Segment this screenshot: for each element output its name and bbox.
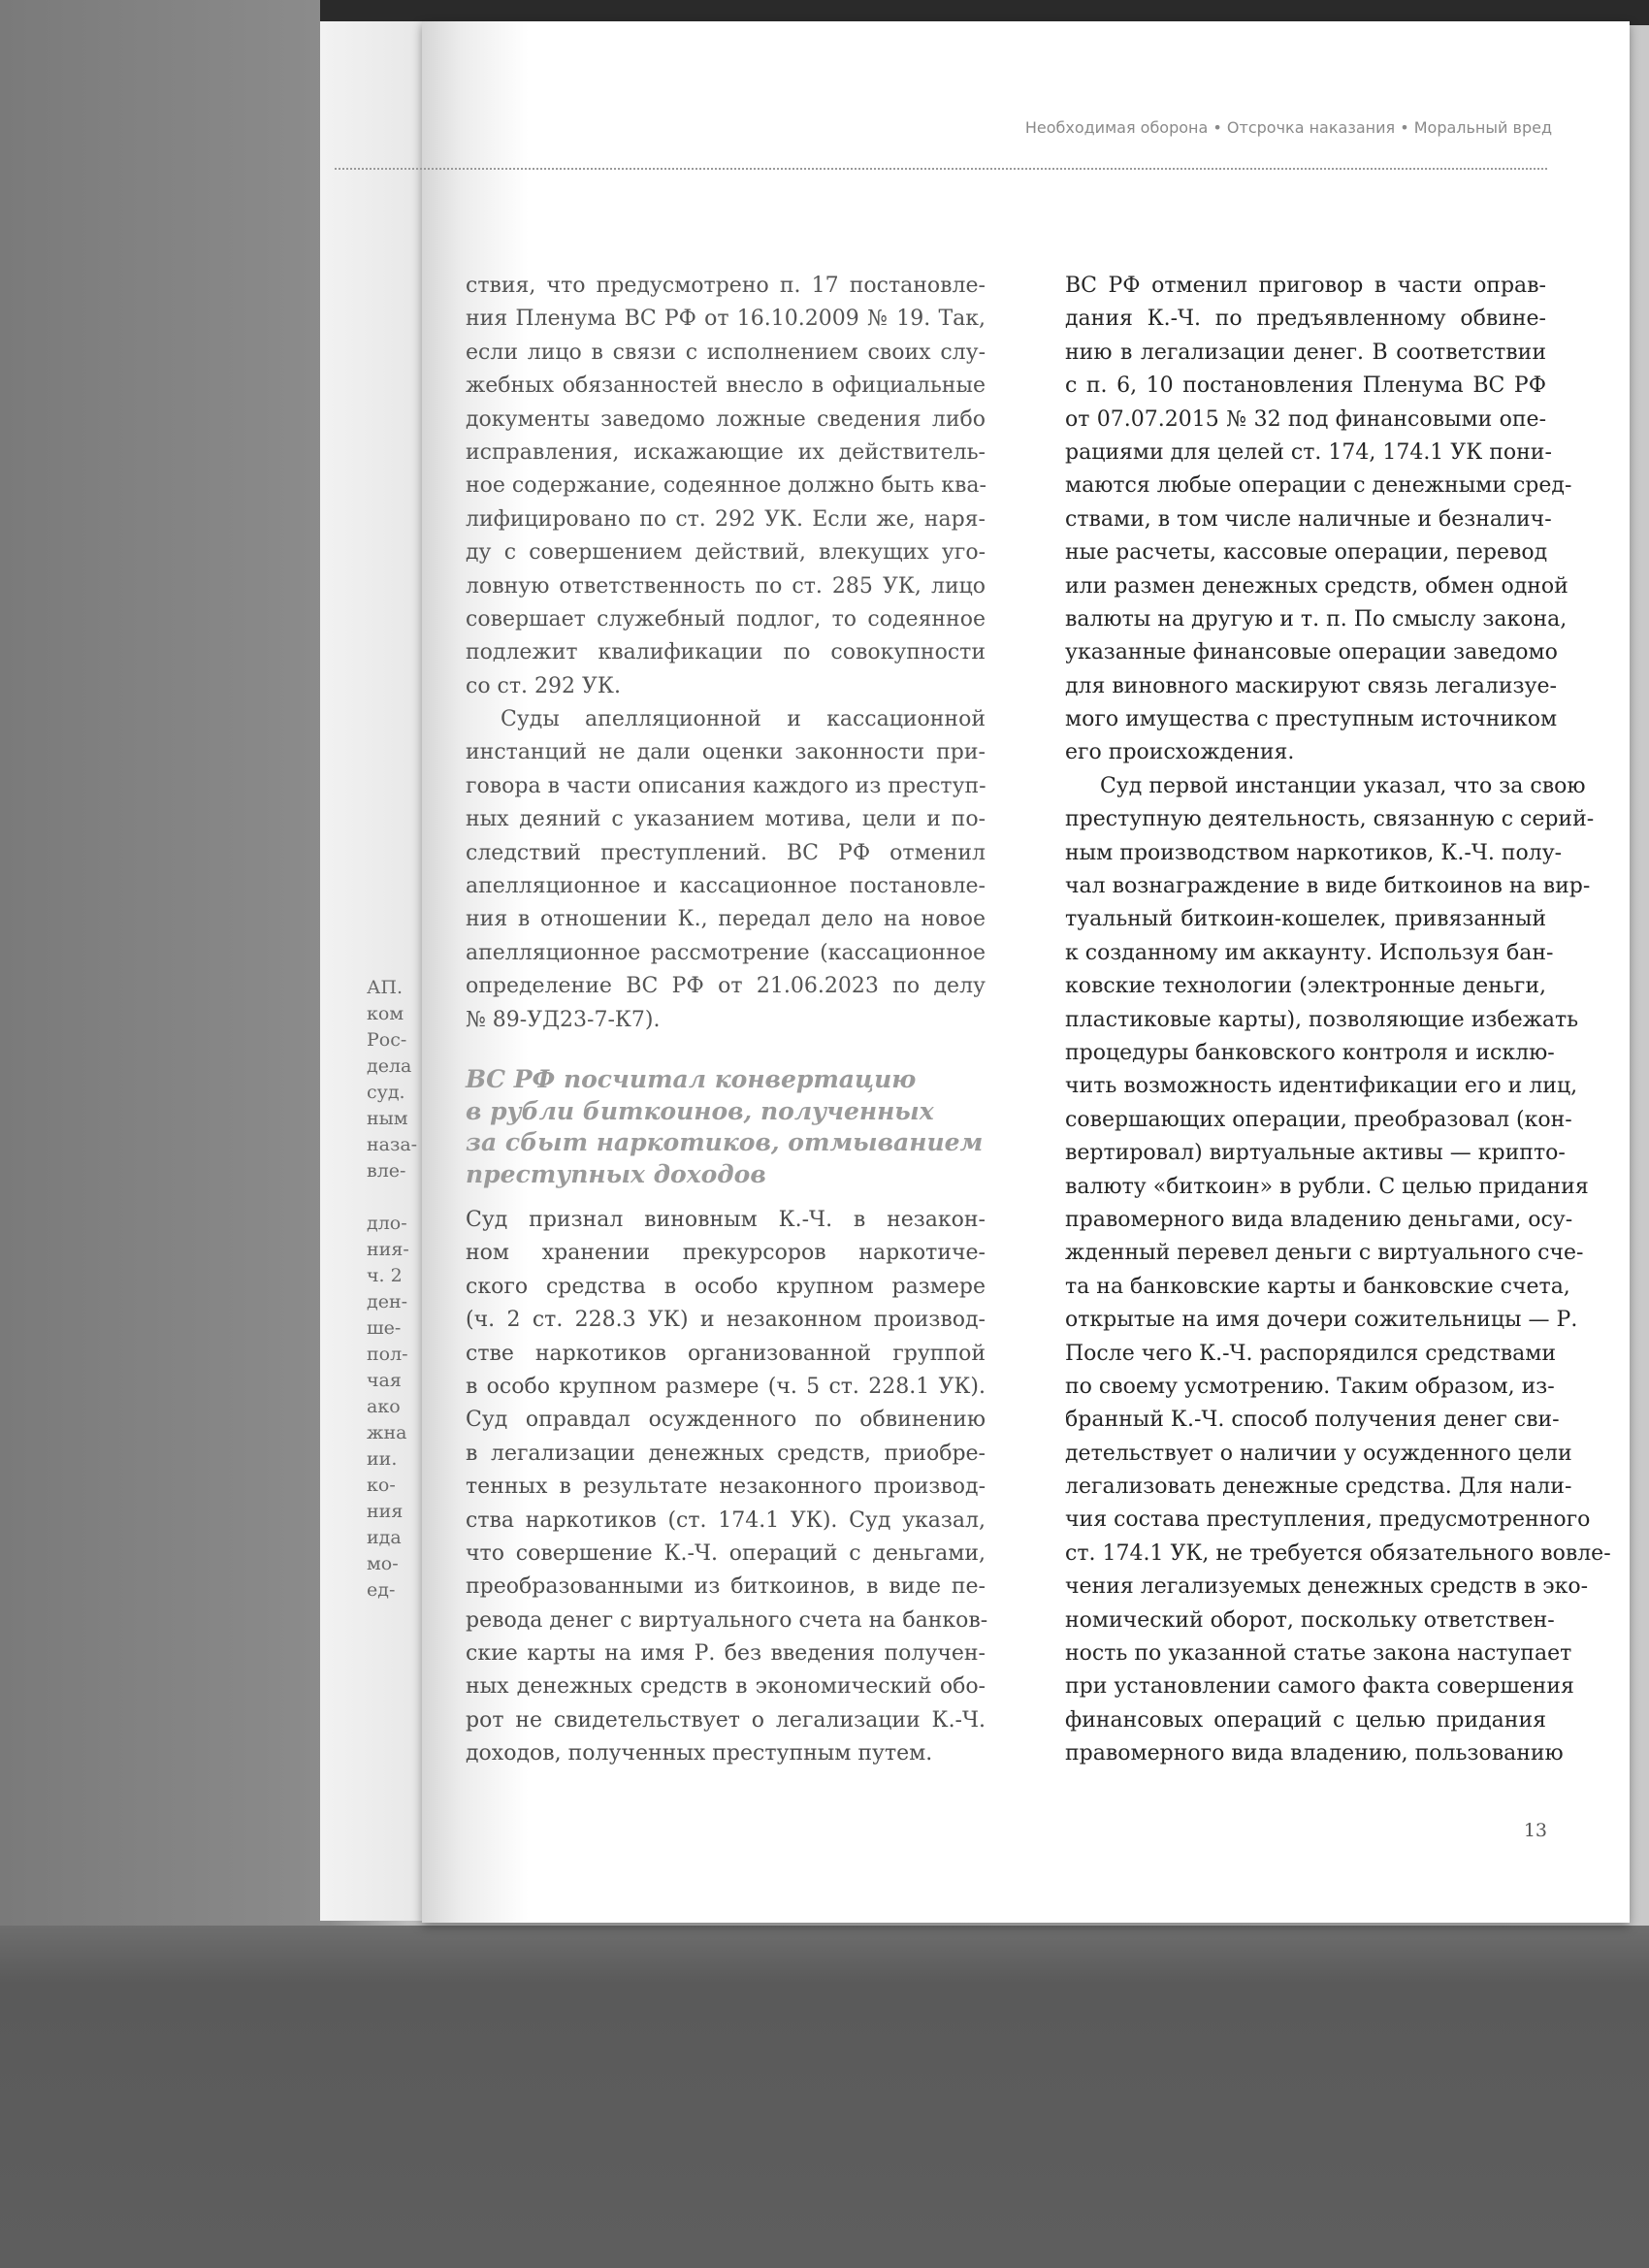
previous-page-fragment: ден-: [367, 1291, 408, 1312]
paragraph-line: к созданному им аккаунту. Используя бан-: [1065, 940, 1554, 965]
previous-page-fragment: ным: [367, 1108, 408, 1129]
section-heading-line: в рубли биткоинов, полученных: [466, 1096, 934, 1125]
paragraph-line: чия состава преступления, предусмотренного: [1065, 1507, 1591, 1533]
paragraph-line: ВС РФ отменил приговор в части оправ-: [1065, 274, 1546, 298]
paragraph-line: чить возможность идентификации его и лиц,: [1065, 1074, 1578, 1099]
previous-page-fragment: дела: [367, 1055, 412, 1077]
paragraph-line: ловную ответственность по ст. 285 УК, лицо: [466, 573, 986, 599]
paragraph-line: по своему усмотрению. Таким образом, из-: [1065, 1374, 1555, 1399]
paragraph-line: инстанций не дали оценки законности при-: [466, 740, 986, 765]
paragraph-line: ского средства в особо крупном размере: [466, 1274, 986, 1299]
previous-page-fragment: ч. 2: [367, 1265, 403, 1286]
paragraph-line: ное содержание, содеянное должно быть ква-: [466, 473, 986, 499]
previous-page-fragment: чая: [367, 1370, 402, 1391]
previous-page-fragment: жна: [367, 1422, 407, 1443]
paragraph-line: ные расчеты, кассовые операции, перевод: [1065, 540, 1548, 566]
paragraph-line: преобразованными из биткоинов, в виде пе-: [466, 1574, 986, 1600]
paragraph-line: в легализации денежных средств, приобре-: [466, 1441, 986, 1466]
paragraph-line: Суд оправдал осужденного по обвинению: [466, 1408, 986, 1433]
paragraph-line: совершает служебный подлог, то содеянное: [466, 606, 986, 632]
paragraph-line: или размен денежных средств, обмен одной: [1065, 573, 1568, 599]
paragraph-line: номический оборот, поскольку ответствен-: [1065, 1607, 1555, 1633]
previous-page-fragment: вле-: [367, 1160, 406, 1182]
previous-page-fragment: ако: [367, 1396, 401, 1417]
paragraph-line: туальный биткоин-кошелек, привязанный: [1065, 907, 1546, 932]
paragraph-line: № 89-УД23-7-К7).: [466, 1007, 661, 1032]
paragraph-line: финансовых операций с целью придания: [1065, 1707, 1546, 1733]
paragraph-line: Суд первой инстанции указал, что за свою: [1100, 773, 1586, 798]
paragraph-line: ства наркотиков (ст. 174.1 УК). Суд указал,: [466, 1507, 986, 1533]
paragraph-line: ствия, что предусмотрено п. 17 постановле-: [466, 274, 986, 298]
paragraph-line: лифицировано по ст. 292 УК. Если же, наря-: [466, 506, 986, 532]
paragraph-line: с п. 6, 10 постановления Пленума ВС РФ: [1065, 373, 1546, 399]
paragraph-line: ковские технологии (электронные деньги,: [1065, 974, 1546, 999]
paragraph-line: валюты на другую и т. п. По смыслу закона,: [1065, 606, 1568, 632]
paragraph-line: говора в части описания каждого из преступ-: [466, 773, 986, 798]
paragraph-line: та на банковские карты и банковские счета,: [1065, 1274, 1570, 1299]
paragraph-line: ном хранении прекурсоров наркотиче-: [466, 1241, 986, 1266]
paragraph-line: Суд признал виновным К.-Ч. в незакон-: [466, 1208, 986, 1232]
paragraph-line: вертировал) виртуальные активы — крипто-: [1065, 1141, 1566, 1166]
paragraph-line: апелляционное и кассационное постановле-: [466, 874, 986, 899]
previous-page-fragment: ед-: [367, 1579, 396, 1601]
paragraph-line: определение ВС РФ от 21.06.2023 по делу: [466, 974, 986, 999]
paragraph-line: ствами, в том числе наличные и безналич-: [1065, 506, 1552, 532]
paragraph-line: нию в легализации денег. В соответствии: [1065, 340, 1546, 365]
previous-page-fragment: суд.: [367, 1082, 405, 1103]
paragraph-line: После чего К.-Ч. распорядился средствами: [1065, 1341, 1557, 1366]
paragraph-line: доходов, полученных преступным путем.: [466, 1741, 933, 1766]
paragraph-line: маются любые операции с денежными сред-: [1065, 473, 1572, 499]
paragraph-line: правомерного вида владению, пользованию: [1065, 1741, 1564, 1766]
paragraph-line: в особо крупном размере (ч. 5 ст. 228.1 УК).: [466, 1374, 986, 1399]
paragraph-line: ния Пленума ВС РФ от 16.10.2009 № 19. Так,: [466, 307, 986, 332]
right-column: [1065, 270, 1611, 1771]
scanner-bottom-area: [0, 1926, 1649, 2268]
paragraph-line: ду с совершением действий, влекущих уго-: [466, 540, 986, 566]
paragraph-line: преступную деятельность, связанную с серий-: [1065, 807, 1595, 832]
paragraph-line: рот не свидетельствует о легализации К.-Ч.: [466, 1707, 986, 1733]
paragraph-line: для виновного маскируют связь легализуе-: [1065, 673, 1557, 698]
paragraph-line: легализовать денежные средства. Для нали-: [1065, 1474, 1572, 1500]
section-heading-line: ВС РФ посчитал конвертацию: [466, 1065, 917, 1093]
previous-page-fragment: наза-: [367, 1134, 418, 1155]
paragraph-line: жденный перевел деньги с виртуального сче-: [1065, 1241, 1584, 1266]
previous-page-fragment: ко-: [367, 1474, 396, 1496]
paragraph-line: рациями для целей ст. 174, 174.1 УК пони-: [1065, 439, 1552, 465]
paragraph-line: исправления, искажающие их действитель-: [466, 439, 986, 465]
paragraph-line: детельствует о наличии у осужденного цели: [1065, 1441, 1572, 1466]
previous-page-fragment: ния: [367, 1501, 404, 1522]
paragraph-line: ст. 174.1 УК, не требуется обязательного вовле-: [1065, 1540, 1611, 1566]
paragraph-line: чения легализуемых денежных средств в эко-: [1065, 1574, 1589, 1600]
running-head: Необходимая оборона • Отсрочка наказания • Моральный вред: [1024, 118, 1552, 137]
paragraph-line: бранный К.-Ч. способ получения денег сви-: [1065, 1408, 1560, 1433]
paragraph-line: мого имущества с преступным источником: [1065, 707, 1558, 732]
header-dotted-rule: [335, 168, 1547, 170]
previous-page-fragment: ии.: [367, 1448, 398, 1470]
previous-page-text-fragments: [367, 975, 425, 1604]
section-heading-line: за сбыт наркотиков, отмыванием: [466, 1128, 984, 1156]
page-number: 13: [1523, 1820, 1547, 1841]
previous-page-fragment: дло-: [367, 1213, 407, 1234]
previous-page-fragment: мо-: [367, 1553, 399, 1574]
previous-page-fragment: ида: [367, 1527, 402, 1548]
paragraph-line: со ст. 292 УК.: [466, 673, 621, 698]
paragraph-line: дания К.-Ч. по предъявленному обвине-: [1065, 307, 1546, 332]
paragraph-line: ревода денег с виртуального счета на банков-: [466, 1607, 988, 1633]
paragraph-line: валюту «биткоин» в рубли. С целью придания: [1065, 1174, 1589, 1199]
paragraph-line: его происхождения.: [1065, 740, 1295, 765]
previous-page-fragment: пол-: [367, 1344, 408, 1365]
paragraph-line: жебных обязанностей внесло в официальные: [466, 373, 986, 399]
left-column-bottom: [466, 1204, 986, 1771]
paragraph-line: следствий преступлений. ВС РФ отменил: [466, 840, 986, 865]
previous-page-fragment: [367, 1184, 425, 1211]
paragraph-line: процедуры банковского контроля и исклю-: [1065, 1040, 1555, 1065]
previous-page-fragment: ком: [367, 1003, 404, 1024]
section-heading: [466, 1064, 989, 1190]
paragraph-line: совершающих операции, преобразовал (кон-: [1065, 1107, 1572, 1132]
paragraph-line: открытые на имя дочери сожительницы — Р.: [1065, 1308, 1578, 1333]
paragraph-line: (ч. 2 ст. 228.3 УК) и незаконном производ-: [466, 1308, 986, 1333]
paragraph-line: чал вознаграждение в виде биткоинов на вир-: [1065, 874, 1591, 899]
paragraph-line: ным производством наркотиков, К.-Ч. полу-: [1065, 840, 1563, 865]
paragraph-line: указанные финансовые операции заведомо: [1065, 640, 1558, 665]
paragraph-line: апелляционное рассмотрение (кассационное: [466, 940, 986, 965]
previous-page-fragment: Рос-: [367, 1029, 407, 1051]
previous-page-fragment: ния-: [367, 1239, 409, 1260]
paragraph-line: документы заведомо ложные сведения либо: [466, 406, 986, 432]
paragraph-line: ния в отношении К., передал дело на новое: [466, 907, 986, 932]
paragraph-line: правомерного вида владению деньгами, осу-: [1065, 1207, 1573, 1232]
paragraph-line: тенных в результате незаконного производ-: [466, 1474, 986, 1500]
previous-page-fragment: АП.: [367, 977, 403, 998]
paragraph-line: стве наркотиков организованной группой: [466, 1341, 986, 1366]
paragraph-line: Суды апелляционной и кассационной: [501, 707, 986, 732]
paragraph-line: ность по указанной статье закона наступает: [1065, 1641, 1572, 1667]
paragraph-line: при установлении самого факта совершения: [1065, 1674, 1574, 1700]
paragraph-line: от 07.07.2015 № 32 под финансовыми опе-: [1065, 406, 1546, 432]
paragraph-line: ские карты на имя Р. без введения получен-: [466, 1641, 986, 1667]
paragraph-line: ных деяний с указанием мотива, цели и по-: [466, 807, 986, 832]
paragraph-line: что совершение К.-Ч. операций с деньгами,: [466, 1540, 986, 1566]
paragraph-line: подлежит квалификации по совокупности: [466, 640, 986, 665]
paragraph-line: ных денежных средств в экономический обо-: [466, 1674, 986, 1700]
section-heading-line: преступных доходов: [466, 1159, 766, 1188]
left-column-top: [466, 270, 986, 1037]
paragraph-line: пластиковые карты), позволяющие избежать: [1065, 1007, 1579, 1032]
previous-page-fragment: ше-: [367, 1317, 402, 1339]
paragraph-line: если лицо в связи с исполнением своих слу-: [466, 340, 986, 365]
